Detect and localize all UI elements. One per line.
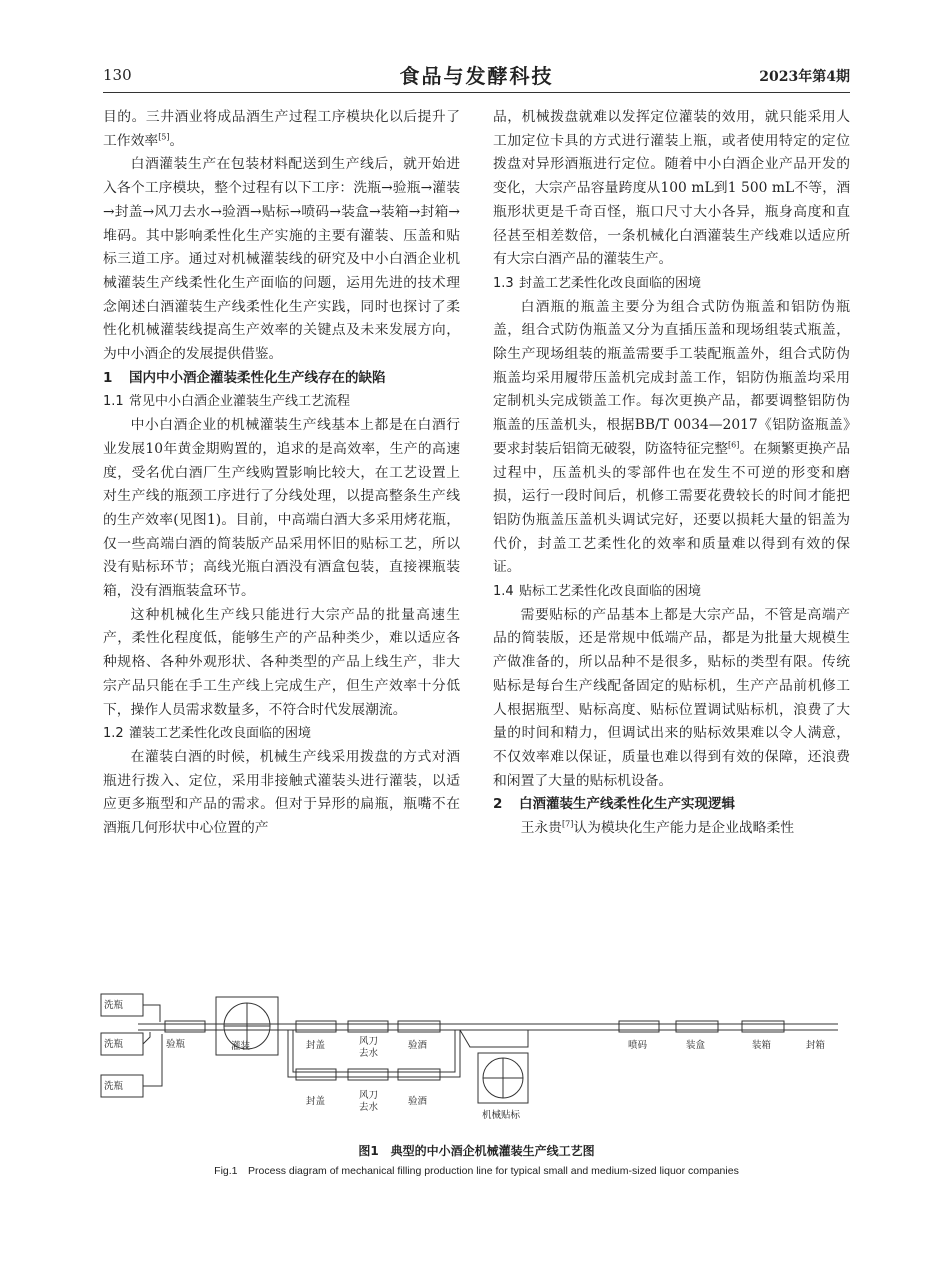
left-column (103, 106, 460, 841)
connector (143, 1032, 150, 1044)
paragraph: 白酒灌装生产在包装材料配送到生产线后，就开始进入各个工序模块，整个过程有以下工序：洗瓶→验瓶→灌装→封盖→风刀去水→验酒→贴标→喷码→装盒→装箱→封箱→堆码。其中影响柔性化生产实施的主要有灌装、压盖和贴标三道工序。通过对机械灌装线的研究及中小白酒企业机械灌装生产线柔性化生产面临的问题，运用先进的技术理念阐述白酒灌装生产线柔性化生产实践，同时也探讨了柔性化机械灌装线提高生产效率的关键点及未来发展方向，为中小酒企的发展提供借鉴。 (103, 156, 460, 363)
station-box (398, 1069, 440, 1080)
label-cap: 封盖 (306, 1096, 326, 1107)
label-seal: 封箱 (806, 1040, 826, 1051)
label-air-knife: 风刀 (359, 1090, 379, 1101)
label-check: 验酒 (408, 1040, 428, 1051)
section-heading-1-2: 1.2 灌装工艺柔性化改良面临的困境 (103, 726, 312, 742)
label-labeling: 机械贴标 (482, 1110, 521, 1121)
section-heading-1-4: 1.4 贴标工艺柔性化改良面临的困境 (493, 584, 702, 600)
label-case: 装箱 (752, 1040, 772, 1051)
label-dewater: 去水 (359, 1048, 379, 1059)
label-cap: 封盖 (306, 1040, 326, 1051)
paragraph: 品，机械拨盘就难以发挥定位灌装的效用，就只能采用人工加定位卡具的方式进行灌装上瓶，或者使用特定的定位拨盘对异形酒瓶进行定位。随着中小白酒企业产品开发的变化，大宗产品容量跨度从100 mL到1 500 mL不等，酒瓶形状更是千奇百怪，瓶口尺寸大小各异，瓶身高度和直径甚至相差数倍，一条机械化白酒灌装生产线难以适应所有大宗白酒产品的灌装生产。 (493, 109, 850, 268)
paragraph: 在灌装白酒的时候，机械生产线采用拨盘的方式对酒瓶进行拨入、定位，采用非接触式灌装头进行灌装，以适应更多瓶型和产品的需求。但对于异形的扁瓶，瓶嘴不在酒瓶几何形状中心位置的产 (103, 748, 460, 837)
page-number: 130 (103, 66, 132, 84)
label-wash: 洗瓶 (104, 1039, 124, 1050)
process-diagram-svg (98, 992, 850, 1132)
journal-title: 食品与发酵科技 (399, 64, 554, 88)
label-filling: 灌装 (231, 1041, 251, 1052)
section-heading-2: 2 白酒灌装生产线柔性化生产实现逻辑 (493, 796, 735, 813)
header-rule (103, 92, 850, 93)
label-air-knife: 风刀 (359, 1036, 379, 1047)
process-diagram (98, 992, 850, 1132)
figure-caption-zh: 图1 典型的中小酒企机械灌装生产线工艺图 (358, 1144, 595, 1158)
paragraph: 这种机械化生产线只能进行大宗产品的批量高速生产，柔性化程度低，能够生产的产品种类少，难以适应各种规格、各种外观形状、各种类型的产品上线生产，非大宗产品只能在手工生产线上完成生产，但生产效率十分低下，操作人员需求数量多，不符合时代发展潮流。 (103, 606, 460, 718)
running-header (103, 58, 850, 94)
label-inspect-bottle: 验瓶 (166, 1039, 186, 1050)
label-wash: 洗瓶 (104, 1000, 124, 1011)
paragraph: 王永贵[7]认为模块化生产能力是企业战略柔性 (520, 819, 795, 837)
label-check: 验酒 (408, 1096, 428, 1107)
section-heading-1: 1 国内中小酒企灌装柔性化生产线存在的缺陷 (103, 369, 386, 386)
issue-label: 2023年第4期 (759, 69, 850, 85)
right-column (493, 106, 850, 841)
figure-caption-en: Fig.1 Process diagram of mechanical filling production line for typical small and medium-sized liquor companies (214, 1165, 739, 1177)
section-heading-1-1: 1.1 常见中小白酒企业灌装生产线工艺流程 (103, 394, 351, 410)
station-box (348, 1069, 388, 1080)
label-box: 装盒 (686, 1040, 706, 1051)
label-coding: 喷码 (628, 1040, 648, 1051)
paragraph: 中小白酒企业的机械灌装生产线基本上都是在白酒行业发展10年黄金期购置的，追求的是高效率，生产的高速度，受名优白酒厂生产线购置影响比较大，在工艺设置上对生产线的瓶颈工序进行了分线处理，以提高整条生产线的生产效率(见图1)。目前，中高端白酒大多采用烤花瓶，仅一些高端白酒的简装版产品采用怀旧的贴标工艺，所以没有贴标环节；高线光瓶白酒没有酒盒包装，直接裸瓶装箱，没有酒瓶装盒环节。 (103, 417, 460, 600)
label-wash: 洗瓶 (104, 1081, 124, 1092)
section-heading-1-3: 1.3 封盖工艺柔性化改良面临的困境 (493, 275, 702, 291)
paragraph: 白酒瓶的瓶盖主要分为组合式防伪瓶盖和铝防伪瓶盖，组合式防伪瓶盖又分为直插压盖和现场组装式瓶盖，除生产现场组装的瓶盖需要手工装配瓶盖外，组合式防伪瓶盖均采用履带压盖机完成封盖工作，铝防伪瓶盖均采用定制机头完成锁盖工作。每次更换产品，都要调整铝防伪瓶盖的压盖机头，根据BB/T 0034—2017《铝防盗瓶盖》要求封装后铝筒无破裂，防盗特征完整[6]。在频繁更换产品过程中，压盖机头的零部件也在发生不可逆的形变和磨损，运行一段时间后，机修工需要花费较长的时间才能把铝防伪瓶盖压盖机头调试完好，还要以损耗大量的铝盖为代价，封盖工艺柔性化的效率和质量难以得到有效的保证。 (493, 298, 851, 576)
labeling-conveyor (460, 1030, 528, 1047)
label-dewater: 去水 (359, 1102, 379, 1113)
station-box (296, 1069, 336, 1080)
connector (143, 1005, 160, 1022)
paragraph: 目的。三井酒业将成品酒生产过程工序模块化以后提升了工作效率[5]。 (103, 109, 460, 149)
paragraph: 需要贴标的产品基本上都是大宗产品，不管是高端产品的简装版，还是常规中低端产品，都是为批量大规模生产做准备的，所以品种不是很多，贴标的类型有限。传统贴标是每台生产线配备固定的贴标机，生产产品前机修工人根据瓶型、贴标高度、贴标位置调试贴标机，浪费了大量的时间和精力，但调试出来的贴标效果难以令人满意，不仅效率难以保证，质量也难以得到有效的保障，还浪费和闲置了大量的贴标机设备。 (493, 606, 850, 789)
